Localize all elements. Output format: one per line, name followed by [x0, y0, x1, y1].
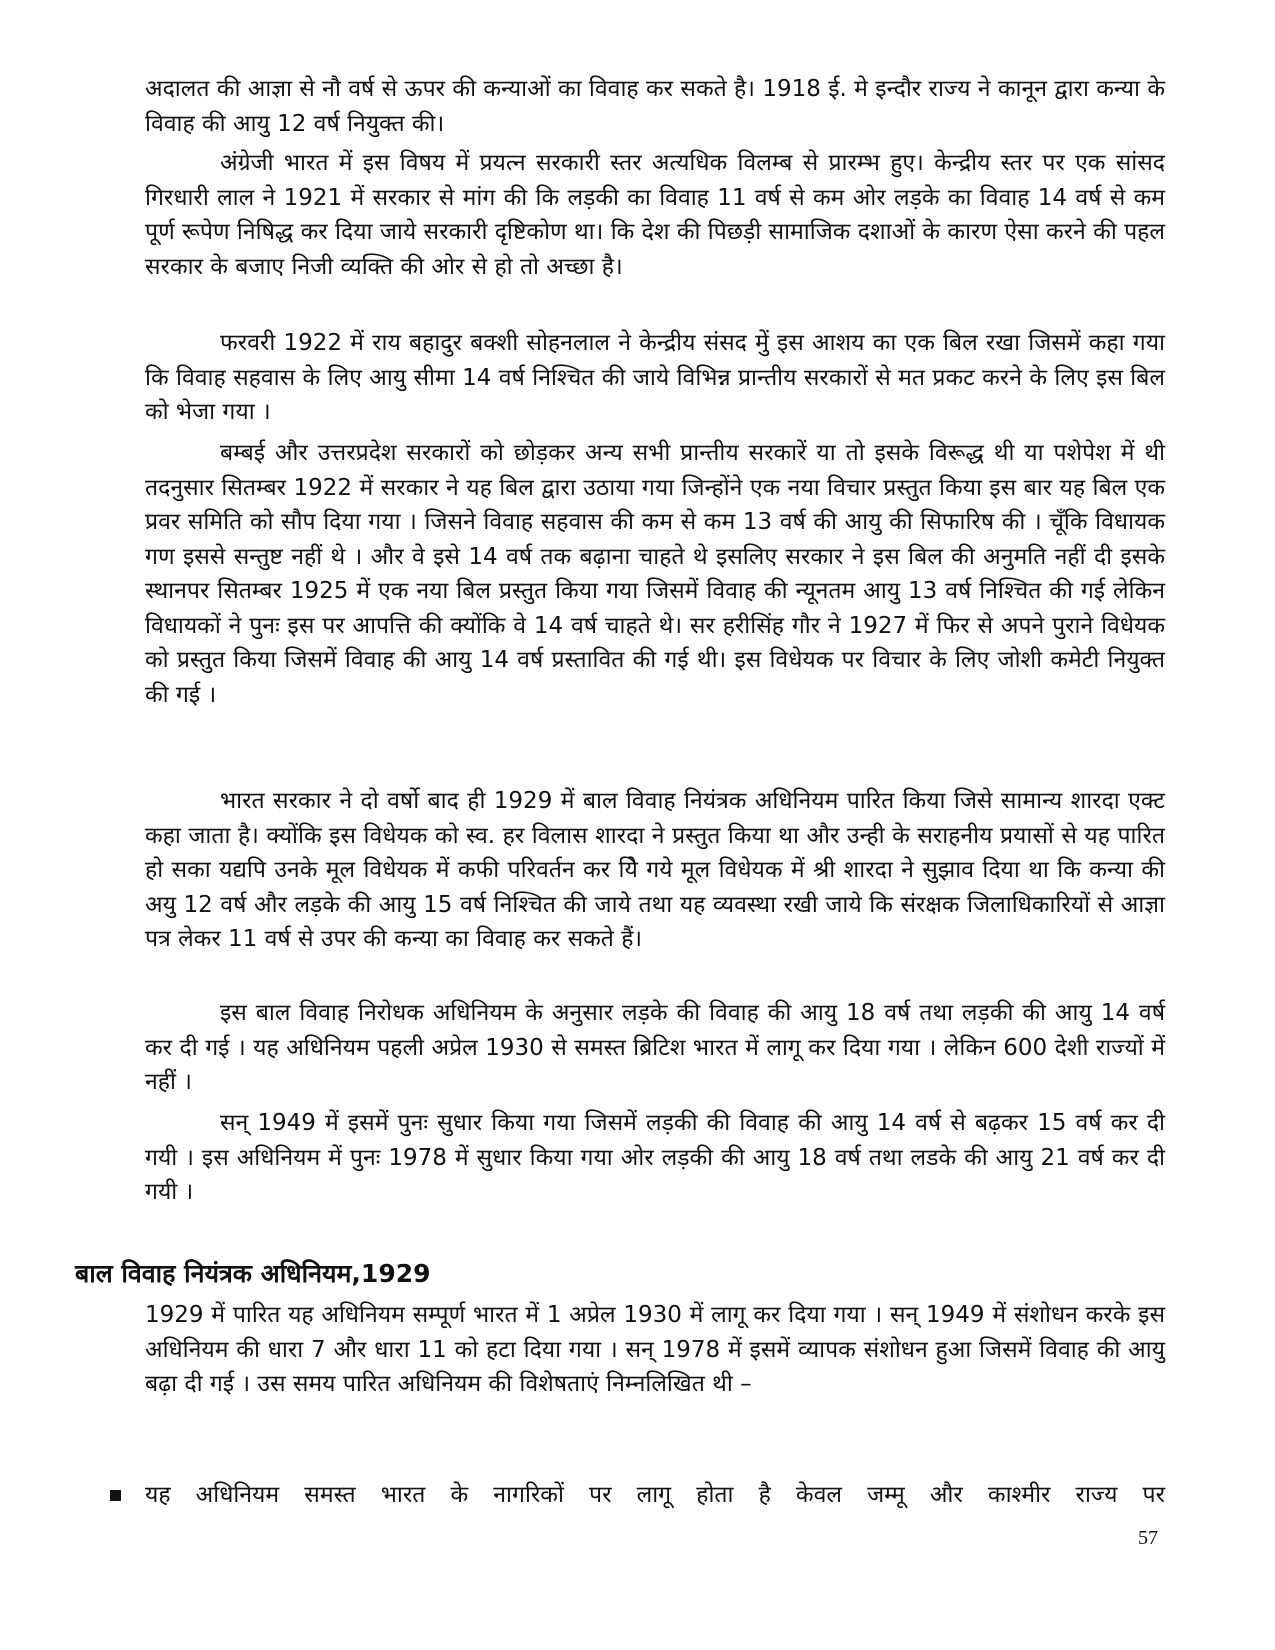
paragraph-1: अदालत की आज्ञा से नौ वर्ष से ऊपर की कन्याओं का विवाह कर सकते है। 1918 ई. मे इन्दौर राज्य ने कानून द्वारा कन्या के विवाह की आयु 12 वर्ष नियुक्त की।: [145, 76, 1165, 137]
paragraph-7: सन् 1949 में इसमें पुनः सुधार किया गया जिसमें लड़की की विवाह की आयु 14 वर्ष से बढ़कर 15 वर्ष कर दी गयी । इस अधिनियम में पुनः 1978 में सुधार किया गया ओर लड़की की आयु 18 वर्ष तथा लडके की आयु 21 वर्ष कर दी गयी ।: [145, 1110, 1165, 1205]
bullet-item-text: यह अधिनियम समस्त भारत के नागरिकों पर लागू होता है केवल जम्मू और काश्मीर राज्य पर: [145, 1482, 1165, 1508]
paragraph-4: बम्बई और उत्तरप्रदेश सरकारों को छोड़कर अन्य सभी प्रान्तीय सरकारें या तो इसके विरूद्ध थी या पशेपेश में थी तदनुसार सितम्बर 1922 में सरकार ने यह बिल द्वारा उठाया गया जिन्होंने एक नया विचार प्रस्तुत किया इस बार यह बिल एक प्रवर समिति को सौप दिया गया । जिसने विवाह सहवास की कम से कम 13 वर्ष की आयु की सिफारिष की । चूँकि विधायक गण इससे सन्तुष्ट नहीं थे । और वे इसे 14 वर्ष तक बढ़ाना चाहते थे इसलिए सरकार ने इस बिल की अनुमति नहीं दी इसके स्थानपर सितम्बर 1925 में एक नया बिल प्रस्तुत किया गया जिसमें विवाह की न्यूनतम आयु 13 वर्ष निश्चित की गई लेकिन विधायकों ने पुनः इस पर आपत्ति की क्योंकि वे 14 वर्ष चाहते थे। सर हरीसिंह गौर ने 1927 में फिर से अपने पुराने विधेयक को प्रस्तुत किया जिसमें विवाह की आयु 14 वर्ष प्रस्तावित की गई थी। इस विधेयक पर विचार के लिए जोशी कमेटी नियुक्त की गई ।: [145, 440, 1165, 708]
paragraph-5: भारत सरकार ने दो वर्षो बाद ही 1929 में बाल विवाह नियंत्रक अधिनियम पारित किया जिसे सामान्य शारदा एक्ट कहा जाता है। क्योंकि इस विधेयक को स्व. हर विलास शारदा ने प्रस्तुत किया था और उन्ही के सराहनीय प्रयासों से यह पारित हो सका यद्यपि उनके मूल विधेयक में कफी परिवर्तन कर यिे गये मूल विधेयक में श्री शारदा ने सुझाव दिया था कि कन्या की अयु 12 वर्ष और लड़के की आयु 15 वर्ष निश्चित की जाये तथा यह व्यवस्था रखी जाये कि संरक्षक जिलाधिकारियों से आज्ञा पत्र लेकर 11 वर्ष से उपर की कन्या का विवाह कर सकते हैं।: [145, 788, 1165, 952]
paragraph-3: फरवरी 1922 में राय बहादुर बक्शी सोहनलाल ने केन्द्रीय संसद मुें इस आशय का एक बिल रखा जिसमें कहा गया कि विवाह सहवास के लिए आयु सीमा 14 वर्ष निश्चित की जाये विभिन्न प्रान्तीय सरकारों से मत प्रकट करने के लिए इस बिल को भेजा गया ।: [145, 330, 1165, 425]
bullet-list-item: [110, 1478, 1165, 1513]
section-heading: बाल विवाह नियंत्रक अधिनियम,1929: [75, 1259, 431, 1288]
section-paragraph: 1929 में पारित यह अधिनियम सम्पूर्ण भारत में 1 अप्रेल 1930 में लागू कर दिया गया । सन् 1949 में संशोधन करके इस अधिनियम की धारा 7 और धारा 11 को हटा दिया गया । सन् 1978 में इसमें व्यापक संशोधन हुआ जिसमें विवाह की आयु बढ़ा दी गई । उस समय पारित अधिनियम की विशेषताएं निम्नलिखित थी –: [145, 1302, 1165, 1397]
page-number: 57: [1138, 1527, 1158, 1549]
paragraph-6: इस बाल विवाह निरोधक अधिनियम के अनुसार लड़के की विवाह की आयु 18 वर्ष तथा लड़की की आयु 14 वर्ष कर दी गई । यह अधिनियम पहली अप्रेल 1930 से समस्त ब्रिटिश भारत में लागू कर दिया गया । लेकिन 600 देशी राज्यों में नहीं ।: [145, 1000, 1165, 1095]
paragraph-2: अंग्रेजी भारत में इस विषय में प्रयत्न सरकारी स्तर अत्यधिक विलम्ब से प्रारम्भ हुए। केन्द्रीय स्तर पर एक सांसद गिरधारी लाल ने 1921 में सरकार से मांग की कि लड़की का विवाह 11 वर्ष से कम ओर लड़के का विवाह 14 वर्ष से कम पूर्ण रूपेण निषिद्ध कर दिया जाये सरकारी दृष्टिकोण था। कि देश की पिछड़ी सामाजिक दशाओं के कारण ऐसा करने की पहल सरकार के बजाए निजी व्यक्ति की ओर से हो तो अच्छा है।: [145, 150, 1165, 280]
square-bullet-icon: [110, 1490, 121, 1501]
